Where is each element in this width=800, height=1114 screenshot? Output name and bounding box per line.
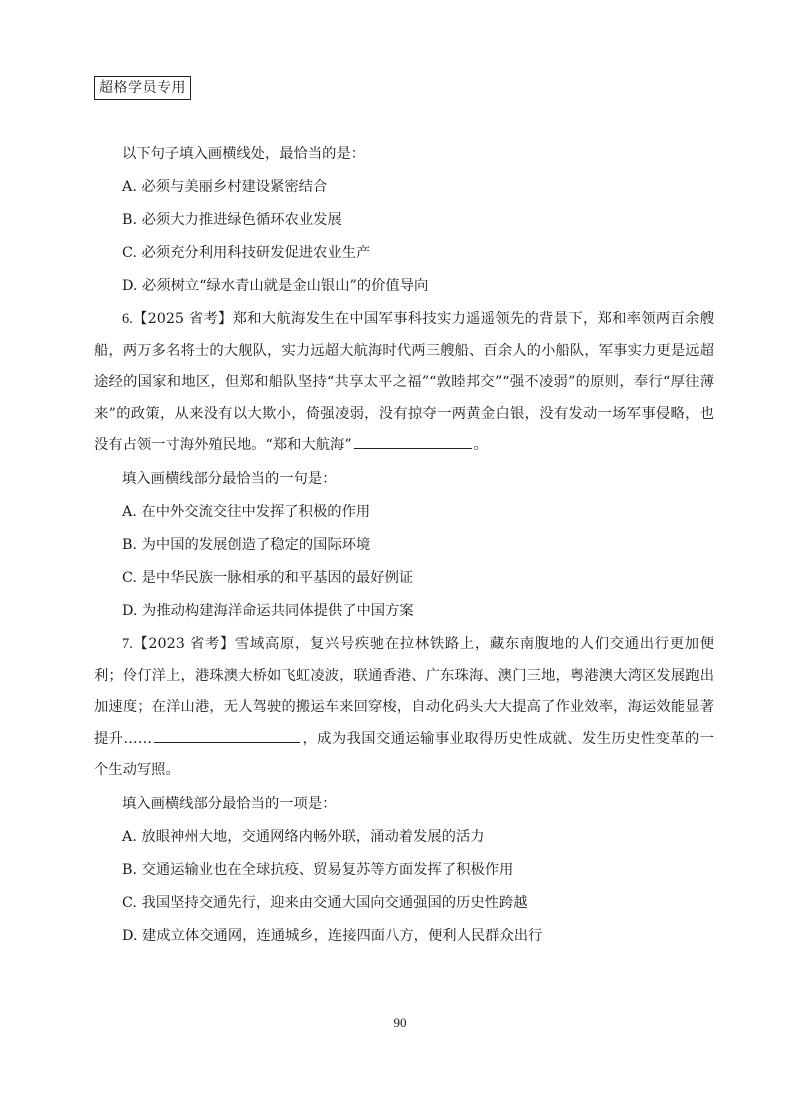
- q7-number: 7.: [122, 636, 133, 652]
- q6-number: 6.: [122, 311, 133, 327]
- q7-prompt: 填入画横线部分最恰当的一项是：: [122, 796, 337, 812]
- q6-option-c: C. 是中华民族一脉相承的和平基因的最好例证: [122, 570, 414, 586]
- q7-option-c: C. 我国坚持交通先行，迎来由交通大国向交通强国的历史性跨越: [122, 895, 528, 911]
- q6-source: 【2025 省考】: [132, 311, 233, 327]
- header-label: 超格学员专用: [94, 76, 191, 100]
- q6-text-end: 。: [473, 437, 488, 453]
- q5-option-a: A. 必须与美丽乡村建设紧密结合: [122, 179, 328, 195]
- q5-option-d: D. 必须树立“绿水青山就是金山银山”的价值导向: [122, 278, 429, 294]
- q7-answer-blank: [154, 726, 300, 743]
- page-content: [94, 138, 714, 953]
- q6-answer-blank: [354, 432, 472, 449]
- q6-option-d: D. 为推动构建海洋命运共同体提供了中国方案: [122, 603, 414, 619]
- q5-option-b: B. 必须大力推进绿色循环农业发展: [122, 212, 342, 228]
- q6-prompt: 填入画横线部分最恰当的一句是：: [122, 471, 337, 487]
- q6-text: 郑和大航海发生在中国军事科技实力遥遥领先的背景下，郑和率领两百余艘船，两万多名将士的大舰队，实力远超大航海时代两三艘船、百余人的小船队，军事实力更是远超途经的国家和地区，但郑和船队坚持“共享太平之福”“敦睦邦交”“强不凌弱”的原则，奉行“厚往薄来”的政策，从来没有以大欺小，倚强凌弱，没有掠夺一两黄金白银，没有发动一场军事侵略，也没有占领一寸海外殖民地。“郑和大航海”: [94, 311, 715, 453]
- q5-prompt: 以下句子填入画横线处，最恰当的是：: [122, 146, 366, 162]
- q7-text-end: ，成为我国交通运输事业取得历史性成就、发生历史性变革的一个生动写照。: [94, 730, 715, 778]
- q6-option-a: A. 在中外交流交往中发挥了积极的作用: [122, 504, 371, 520]
- q7-option-d: D. 建成立体交通网，连通城乡，连接四面八方，便利人民群众出行: [122, 928, 543, 944]
- q7-option-b: B. 交通运输业也在全球抗疫、贸易复苏等方面发挥了积极作用: [122, 862, 514, 878]
- page-number: 90: [393, 1015, 407, 1030]
- q5-option-c: C. 必须充分利用科技研发促进农业生产: [122, 245, 371, 261]
- q7-stem: [94, 629, 714, 788]
- q6-option-b: B. 为中国的发展创造了稳定的国际环境: [122, 537, 371, 553]
- q6-stem: [94, 304, 714, 463]
- q7-option-a: A. 放眼神州大地，交通网络内畅外联，涌动着发展的活力: [122, 829, 485, 845]
- q7-text: 雪域高原，复兴号疾驰在拉林铁路上，藏东南腹地的人们交通出行更加便利；伶仃洋上，港珠澳大桥如飞虹凌波，联通香港、广东珠海、澳门三地，粤港澳大湾区发展跑出加速度；在洋山港，无人驾驶的搬运车来回穿梭，自动化码头大大提高了作业效率，海运效能显著提升……: [94, 636, 714, 747]
- q7-source: 【2023 省考】: [132, 636, 236, 652]
